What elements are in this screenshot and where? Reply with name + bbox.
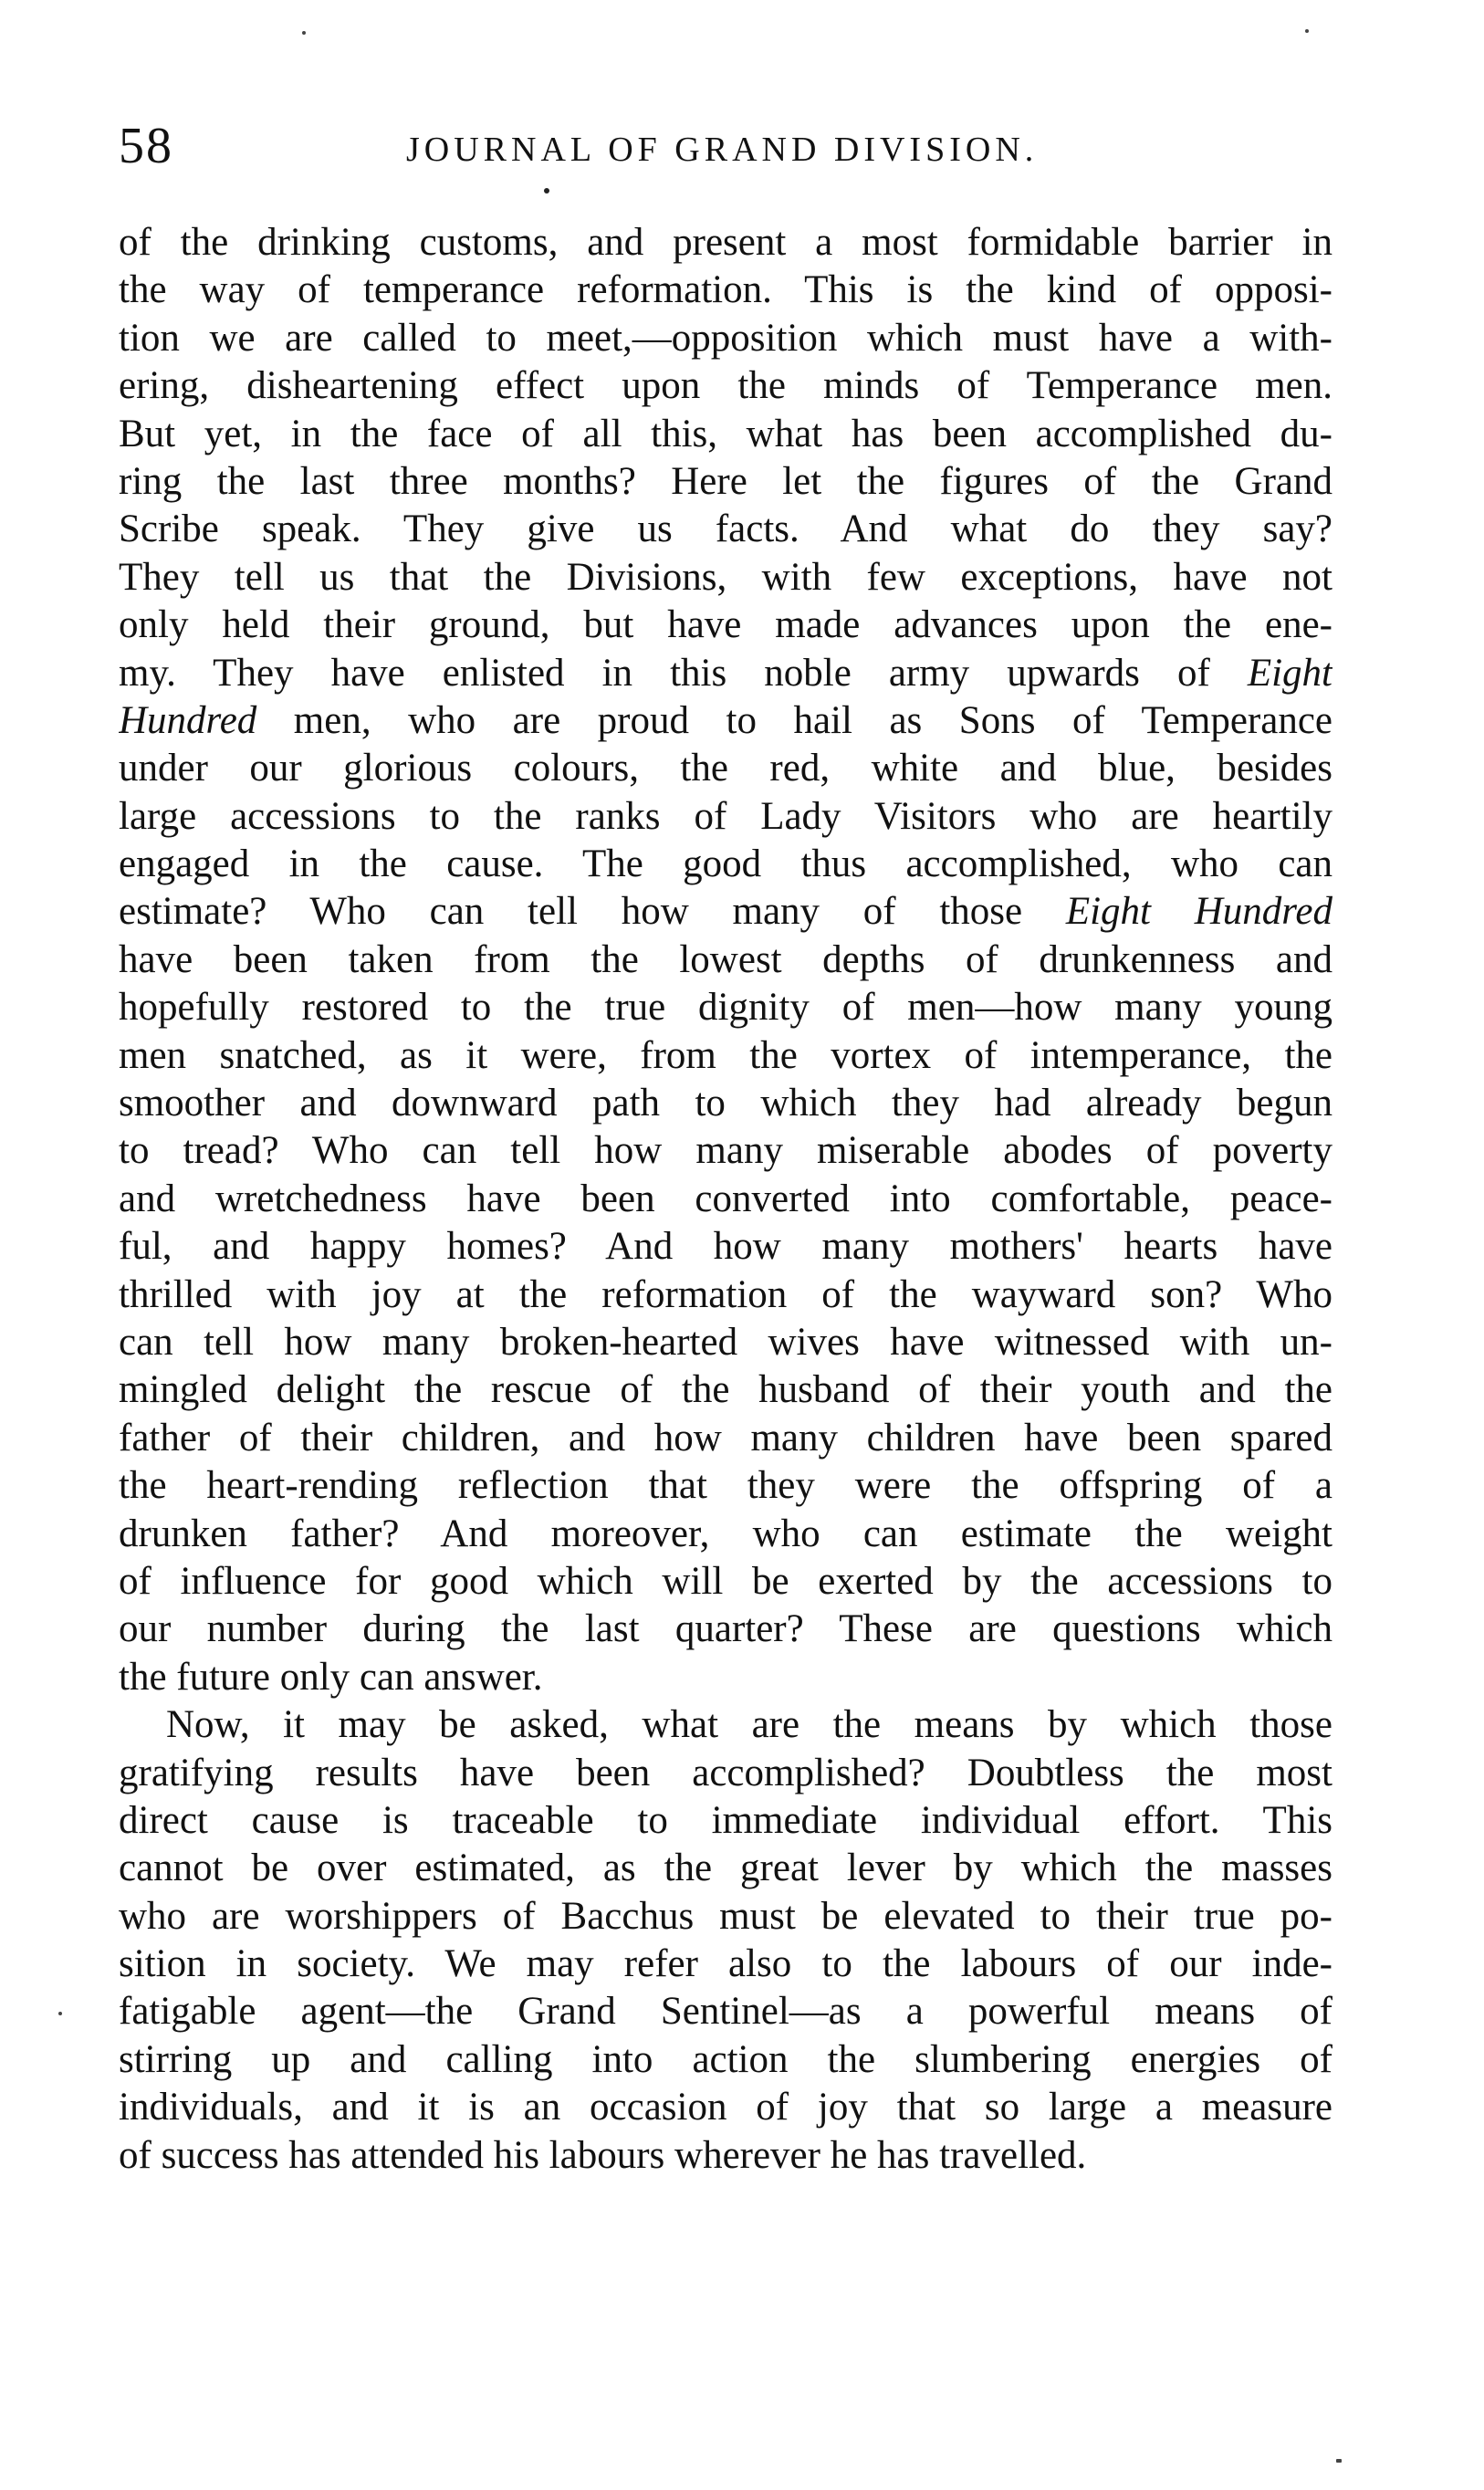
text-line: But yet, in the face of all this, what has been accomplished du- — [119, 412, 1332, 455]
text-line: individuals, and it is an occasion of joy that so large a measure — [119, 2086, 1332, 2129]
text-line: can tell how many broken-hearted wives have witnessed with un- — [119, 1320, 1332, 1364]
text-line: the heart-rending reflection that they were the offspring of a — [119, 1464, 1332, 1508]
text-line: ful, and happy homes? And how many mothers' hearts have — [119, 1225, 1332, 1269]
text-line: and wretchedness have been converted into comfortable, peace- — [119, 1177, 1332, 1220]
text-line: Hundred men, who are proud to hail as Sons of Temperance — [119, 698, 1332, 742]
text-line: sition in society. We may refer also to the labours of our inde- — [119, 1942, 1332, 1986]
text-line: who are worshippers of Bacchus must be elevated to their true po- — [119, 1894, 1332, 1938]
text-line: hopefully restored to the true dignity of men—how many young — [119, 986, 1332, 1030]
text-line: the future only can answer. — [119, 1655, 543, 1699]
print-speck — [1305, 29, 1309, 33]
text-line: father of their children, and how many children have been spared — [119, 1416, 1332, 1459]
text-line: have been taken from the lowest depths of drunkenness and — [119, 937, 1332, 981]
text-line: drunken father? And moreover, who can estimate the weight — [119, 1512, 1332, 1555]
text-line: large accessions to the ranks of Lady Visitors who are heartily — [119, 794, 1332, 838]
text-line: only held their ground, but have made advances upon the ene- — [119, 603, 1332, 647]
running-head: JOURNAL OF GRAND DIVISION. — [406, 131, 1039, 169]
body-text — [119, 219, 1332, 2180]
paragraph — [119, 219, 1332, 1701]
text-line: mingled delight the rescue of the husband of their youth and the — [119, 1368, 1332, 1412]
text-line: direct cause is traceable to immediate individual effort. This — [119, 1798, 1332, 1842]
text-line: of the drinking customs, and present a most formidable barrier in — [119, 221, 1332, 264]
print-speck — [1336, 2459, 1342, 2463]
text-line: stirring up and calling into action the slumbering energies of — [119, 2037, 1332, 2081]
paragraph — [119, 1701, 1332, 2180]
text-line: of success has attended his labours wherever he has travelled. — [119, 2133, 1087, 2177]
text-line: under our glorious colours, the red, white and blue, besides — [119, 747, 1332, 790]
text-line: cannot be over estimated, as the great lever by which the masses — [119, 1847, 1332, 1890]
text-line: the way of temperance reformation. This is the kind of opposi- — [119, 268, 1332, 312]
text-line: estimate? Who can tell how many of those Eight Hundred — [119, 890, 1332, 934]
text-line: thrilled with joy at the reformation of the wayward son? Who — [119, 1272, 1332, 1316]
text-line: Now, it may be asked, what are the means by which those — [166, 1703, 1332, 1747]
text-line: tion we are called to meet,—opposition which must have a with- — [119, 316, 1332, 360]
text-line: our number during the last quarter? These are questions which — [119, 1607, 1332, 1651]
text-line: gratifying results have been accomplished? Doubtless the most — [119, 1751, 1332, 1794]
text-line: smoother and downward path to which they had already begun — [119, 1082, 1332, 1125]
text-line: engaged in the cause. The good thus accomplished, who can — [119, 842, 1332, 886]
page-number: 58 — [119, 118, 173, 174]
print-speck — [58, 2012, 62, 2015]
text-line: They tell us that the Divisions, with few exceptions, have not — [119, 555, 1332, 599]
text-line: men snatched, as it were, from the vortex of intemperance, the — [119, 1033, 1332, 1077]
header-ornament-dot — [544, 188, 549, 194]
text-line: of influence for good which will be exerted by the accessions to — [119, 1559, 1332, 1603]
page-header — [119, 114, 1332, 187]
text-line: to tread? Who can tell how many miserable abodes of poverty — [119, 1129, 1332, 1173]
text-line: ring the last three months? Here let the figures of the Grand — [119, 459, 1332, 503]
text-line: Scribe speak. They give us facts. And what do they say? — [119, 507, 1332, 551]
text-line: ering, disheartening effect upon the minds of Temperance men. — [119, 364, 1332, 408]
text-line: my. They have enlisted in this noble army upwards of Eight — [119, 651, 1332, 695]
text-line: fatigable agent—the Grand Sentinel—as a powerful means of — [119, 1990, 1332, 2034]
print-speck — [302, 31, 306, 35]
